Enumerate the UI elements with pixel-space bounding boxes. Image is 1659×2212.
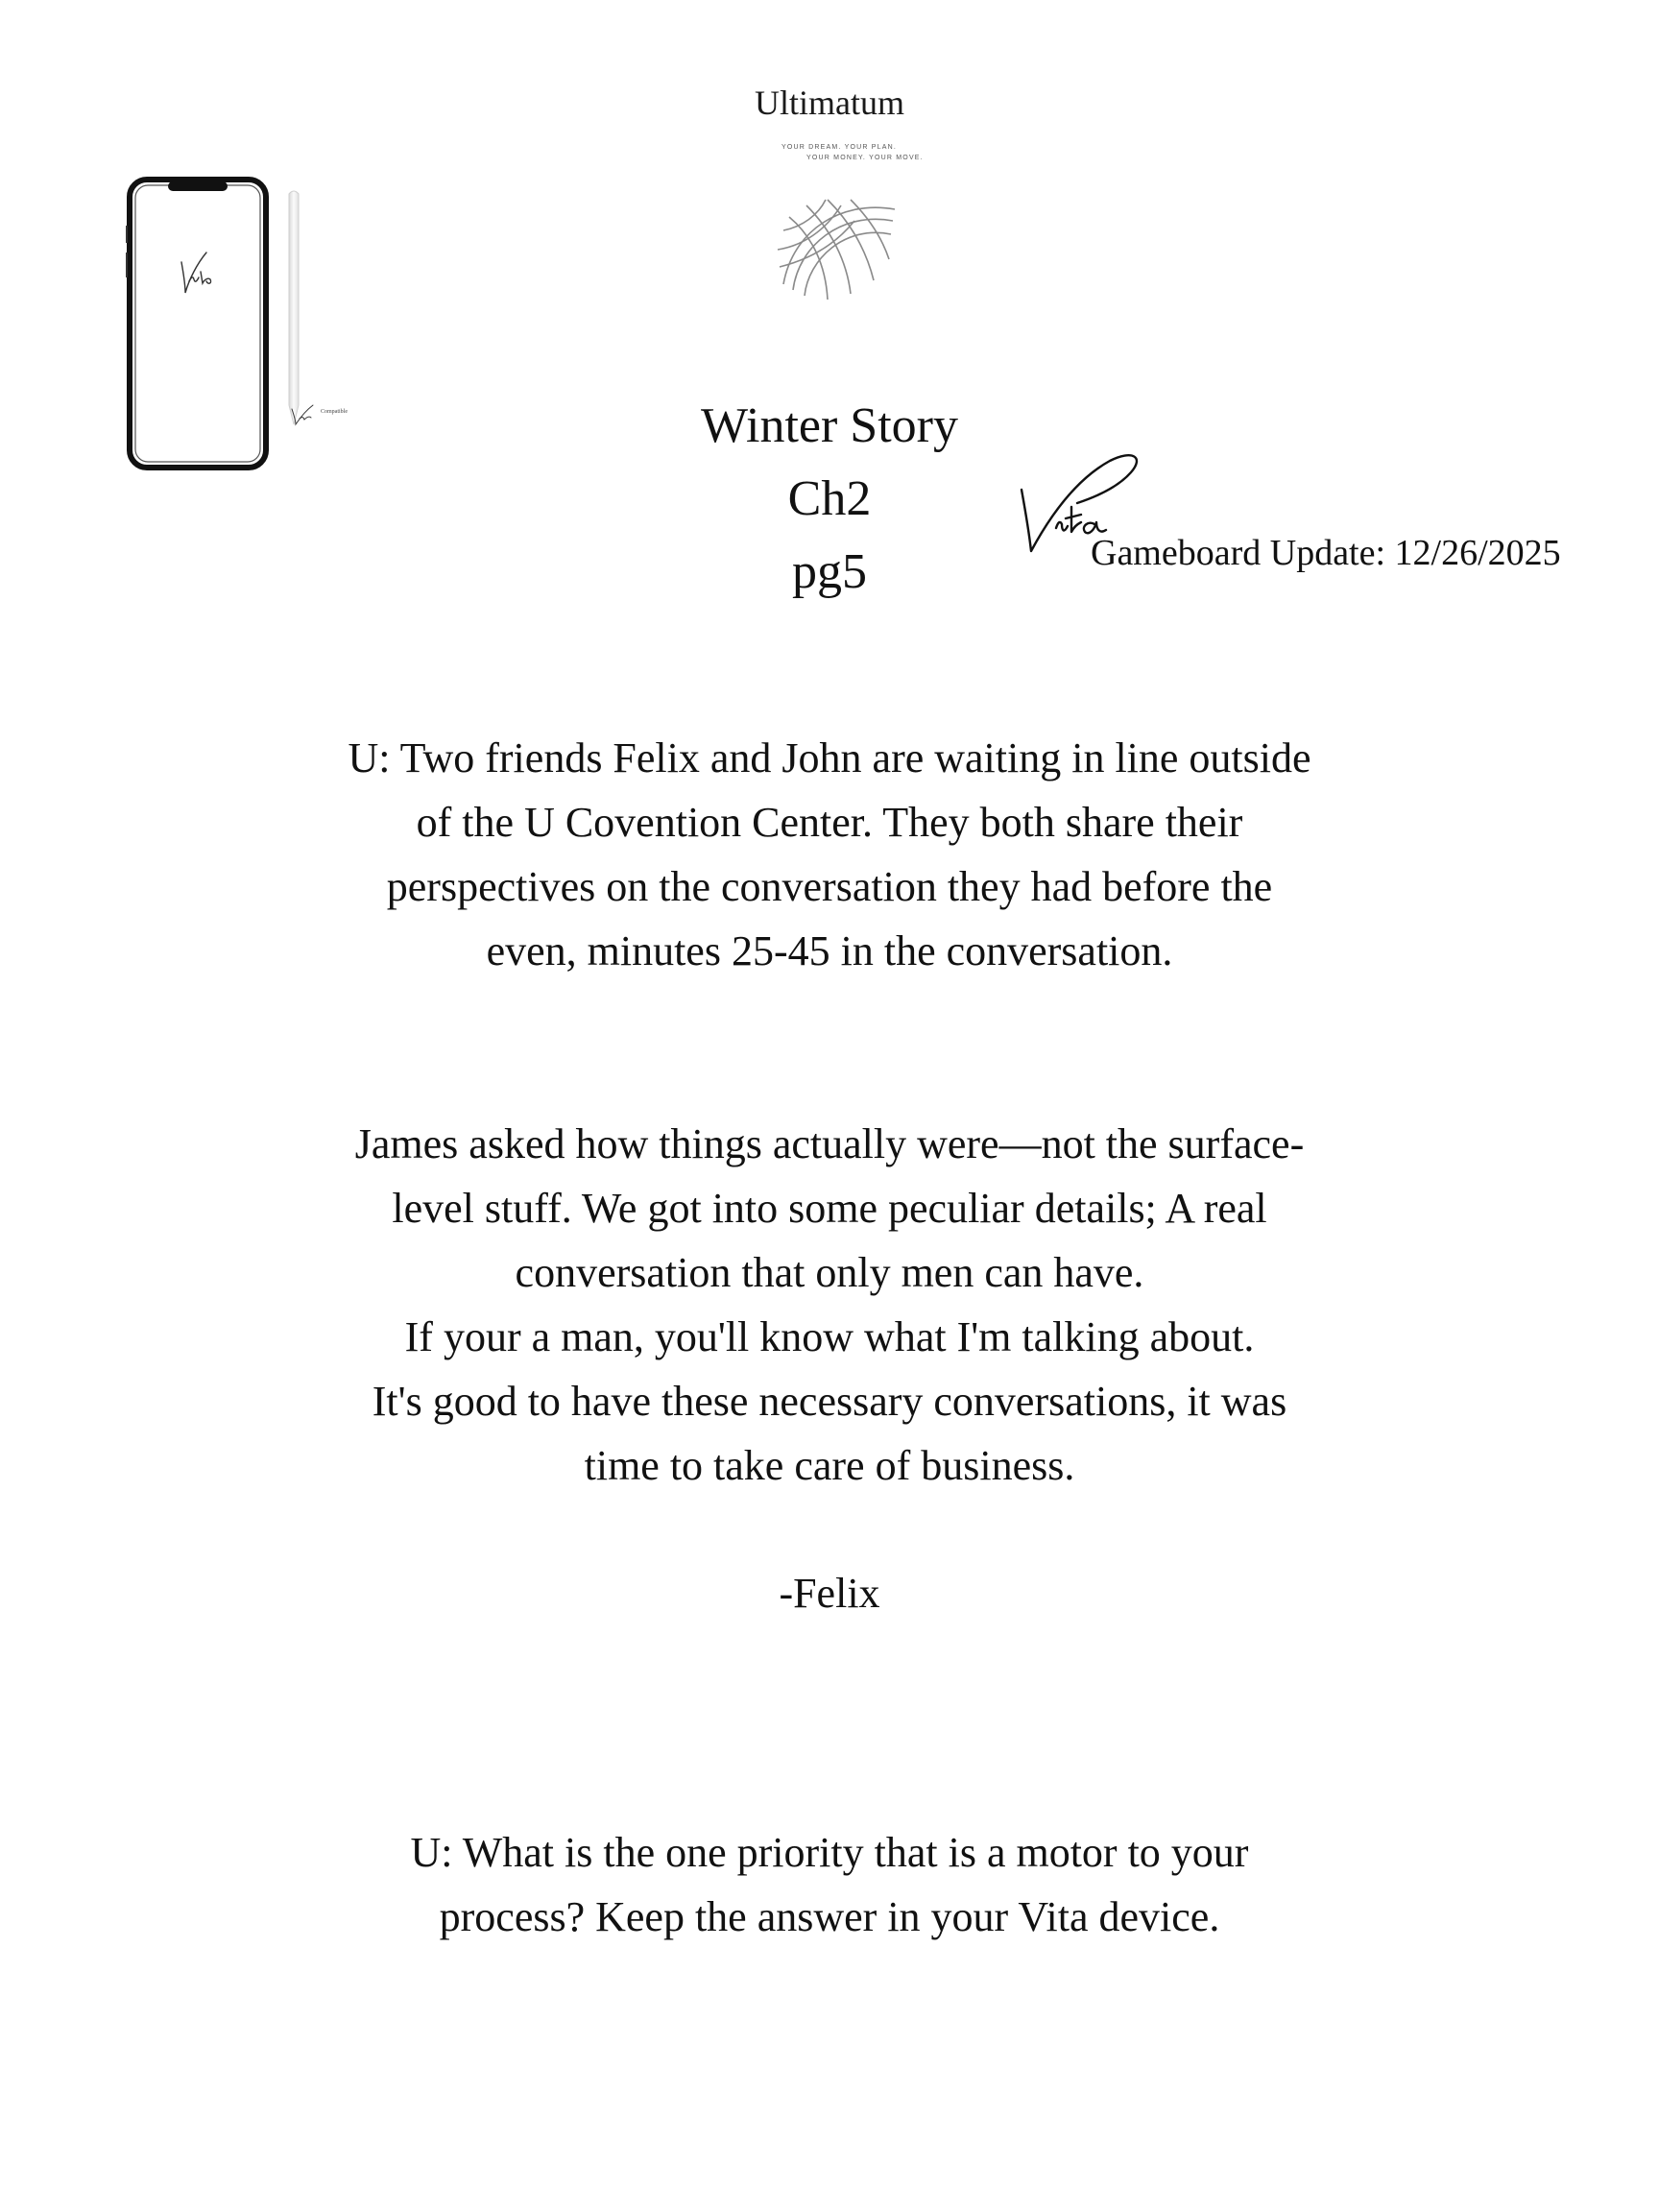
brand-name: Ultimatum: [755, 84, 904, 122]
question-line: U: What is the one priority that is a motor to your: [410, 1829, 1249, 1876]
intro-line: even, minutes 25-45 in the conversation.: [486, 927, 1173, 974]
tagline-line-1: YOUR DREAM. YOUR PLAN.: [781, 144, 898, 151]
wire-globe-icon: [774, 192, 902, 305]
story-line: time to take care of business.: [584, 1442, 1075, 1489]
intro-line: perspectives on the conversation they had before the: [386, 863, 1273, 910]
story-line: level stuff. We got into some peculiar details; A real: [392, 1185, 1267, 1232]
question-paragraph: [253, 1820, 1406, 1949]
story-line: James asked how things actually were—not the surface-: [354, 1120, 1305, 1167]
signoff-text: -Felix: [779, 1570, 880, 1617]
question-line: process? Keep the answer in your Vita device.: [439, 1893, 1220, 1940]
page-title-chapter: Ch2: [787, 471, 872, 526]
update-date: 12/26/2025: [1394, 533, 1561, 573]
tagline-line-2: YOUR MONEY. YOUR MOVE.: [806, 155, 924, 161]
page-title-story: Winter Story: [701, 398, 958, 453]
story-line: conversation that only men can have.: [515, 1249, 1144, 1296]
intro-line: of the U Covention Center. They both share their: [416, 799, 1243, 846]
story-paragraph: [253, 1112, 1406, 1498]
page-title-page: pg5: [792, 544, 867, 599]
signoff: [253, 1561, 1406, 1625]
brand-tagline: [781, 142, 924, 163]
compatible-label: Compatible: [321, 409, 348, 415]
gameboard-update: [1091, 532, 1561, 574]
update-label: Gameboard Update:: [1091, 533, 1386, 573]
intro-paragraph: [253, 726, 1406, 983]
story-line: If your a man, you'll know what I'm talking about.: [404, 1313, 1255, 1360]
intro-line: U: Two friends Felix and John are waiting in line outside: [348, 734, 1311, 781]
story-line: It's good to have these necessary conversations, it was: [372, 1378, 1287, 1425]
stylus-icon: [284, 188, 303, 428]
